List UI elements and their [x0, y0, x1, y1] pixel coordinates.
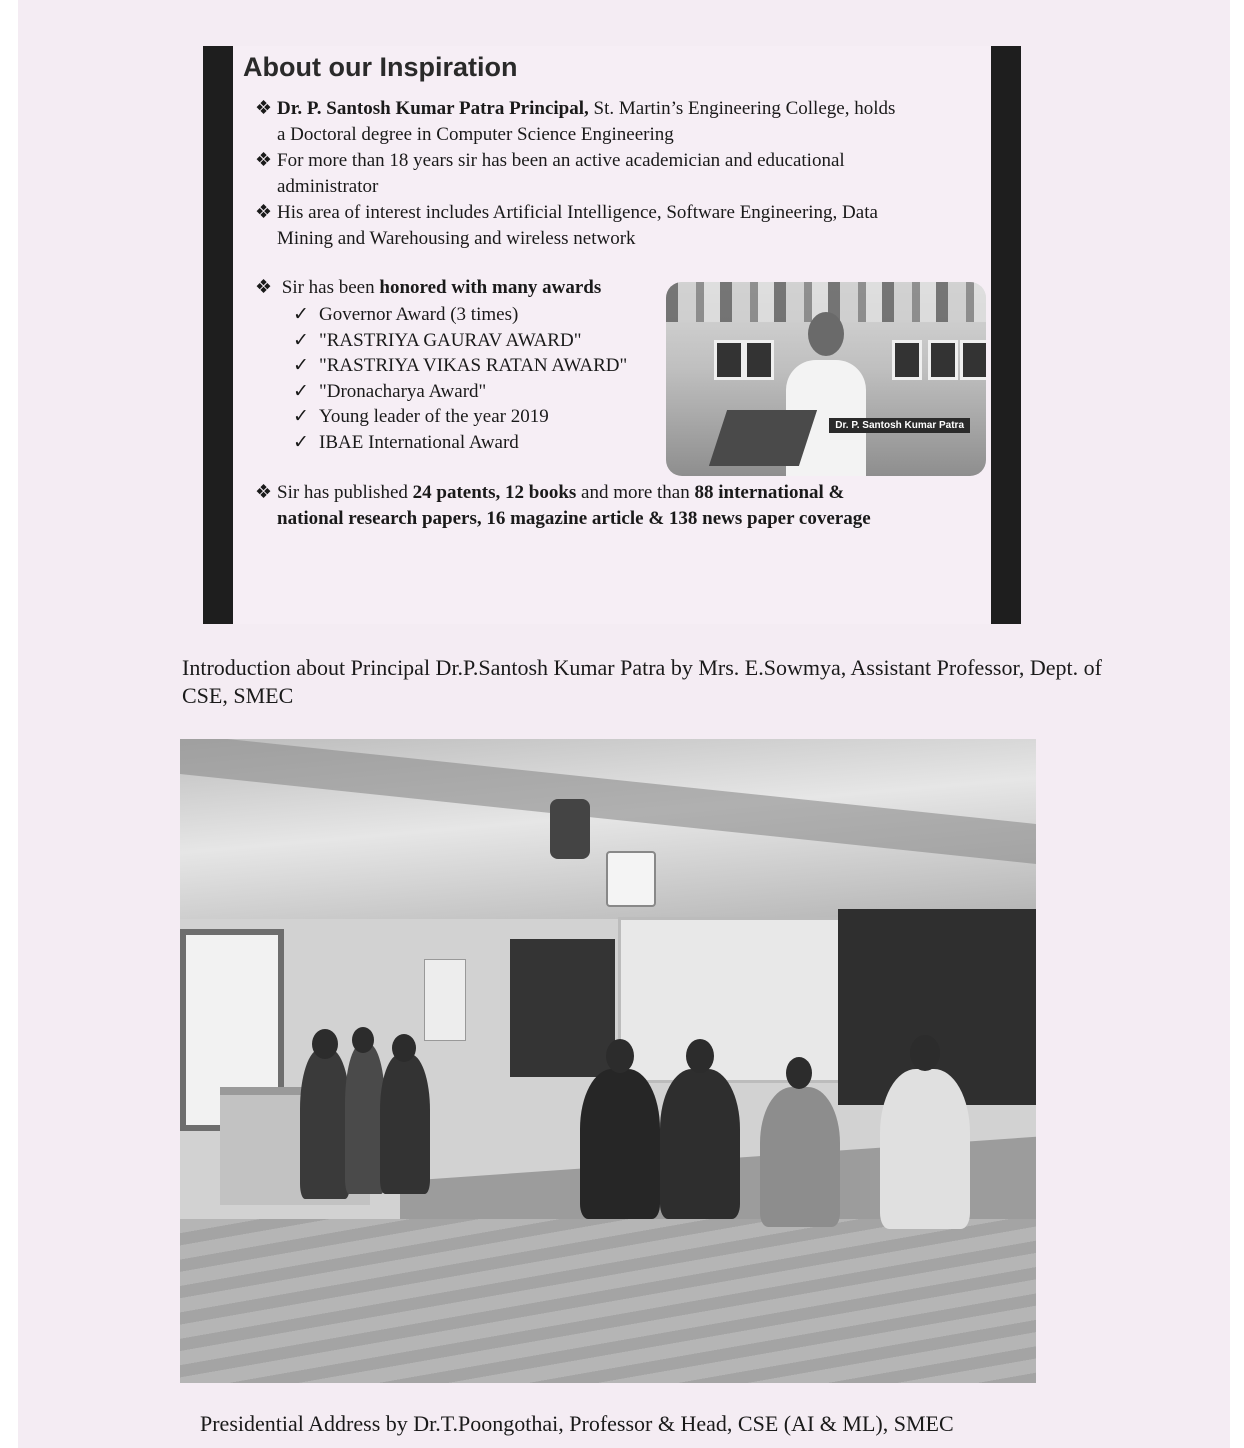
floor-image: [180, 1219, 1036, 1383]
check-icon: ✓: [293, 380, 309, 402]
certificate-frame-image: [960, 340, 986, 380]
bullet-experience: [255, 148, 975, 200]
check-icon: ✓: [293, 304, 309, 325]
check-icon: ✓: [293, 406, 309, 427]
award-label: "Dronacharya Award": [319, 380, 487, 402]
principal-photo: [666, 282, 986, 476]
bullet-bold: Dr. P. Santosh Kumar Patra Principal,: [277, 98, 589, 119]
certificate-frame-image: [744, 340, 774, 380]
inspiration-slide: [203, 46, 1021, 624]
list-item: [293, 379, 627, 405]
awards-list: [293, 302, 627, 455]
bullet-text: For more than 18 years sir has been an active academician and educational: [277, 150, 845, 171]
guest-head: [686, 1039, 714, 1073]
bullet-text: His area of interest includes Artificial Intelligence, Software Engineering, Data: [277, 202, 878, 223]
guest-head: [910, 1035, 940, 1071]
guest-head: [786, 1057, 812, 1089]
bullet-continuation: Mining and Warehousing and wireless network: [277, 228, 636, 249]
college-logo-banner: [606, 851, 656, 907]
certificate-frame-image: [892, 340, 922, 380]
award-label: "RASTRIYA VIKAS RATAN AWARD": [319, 355, 628, 376]
pub-text: and more than: [576, 482, 695, 503]
attendee-head: [352, 1027, 374, 1053]
check-icon: ✓: [293, 329, 309, 351]
diamond-bullet-icon: ❖: [255, 150, 273, 171]
speaker-head: [312, 1029, 338, 1059]
page-left-margin: [0, 0, 18, 1448]
caption-presidential-address: Presidential Address by Dr.T.Poongothai, Professor & Head, CSE (AI & ML), SMEC: [200, 1411, 954, 1436]
slide-title: About our Inspiration: [243, 52, 518, 82]
certificate-frame-image: [714, 340, 744, 380]
awards-intro-plain: Sir has been: [281, 277, 380, 298]
bullet-text: St. Martin’s Engineering College, holds: [588, 98, 896, 119]
bullet-publications: [255, 480, 975, 532]
diamond-bullet-icon: ❖: [255, 482, 273, 503]
diamond-bullet-icon: ❖: [255, 202, 273, 223]
guest-figure: [880, 1069, 970, 1229]
attendee-head: [392, 1034, 416, 1062]
list-item: [293, 430, 627, 456]
check-icon: ✓: [293, 431, 309, 453]
person-head: [808, 312, 844, 356]
certificate-frame-image: [928, 340, 958, 380]
pub-text: Sir has published: [277, 482, 413, 503]
page-right-margin: [1230, 0, 1244, 1448]
event-photo: [180, 739, 1036, 1383]
list-item: [293, 328, 627, 354]
pub-bold: 24 patents, 12 books: [412, 482, 577, 503]
pub-continuation: national research papers, 16 magazine article & 138 news paper coverage: [277, 508, 871, 529]
slide-right-bar: [991, 46, 1021, 624]
caption-introduction: Introduction about Principal Dr.P.Santosh Kumar Patra by Mrs. E.Sowmya, Assistant Professor, Dept. of CSE, SMEC: [182, 655, 1102, 708]
guest-head: [606, 1039, 634, 1073]
photo-name-tag: Dr. P. Santosh Kumar Patra: [829, 418, 970, 433]
attendee-figure: [345, 1044, 385, 1194]
whiteboard: [618, 917, 842, 1083]
speaker-figure: [300, 1049, 350, 1199]
awards-intro-bold: honored with many awards: [379, 277, 602, 298]
blackboard-left: [510, 939, 615, 1077]
pub-bold: 88 international &: [694, 482, 845, 503]
list-item: [293, 302, 627, 328]
guest-figure: [580, 1069, 660, 1219]
guest-figure: [660, 1069, 740, 1219]
diamond-bullet-icon: ❖: [255, 277, 273, 298]
guest-figure: [760, 1087, 840, 1227]
award-label: Governor Award (3 times): [319, 304, 519, 325]
award-label: IBAE International Award: [319, 431, 519, 453]
bullet-interests: [255, 200, 975, 252]
bullet-continuation: a Doctoral degree in Computer Science Engineering: [277, 124, 674, 145]
attendee-figure: [380, 1054, 430, 1194]
slide-left-bar: [203, 46, 233, 624]
check-icon: ✓: [293, 355, 309, 376]
diamond-bullet-icon: ❖: [255, 98, 273, 119]
list-item: [293, 353, 627, 379]
award-label: Young leader of the year 2019: [319, 406, 549, 427]
bullet-principal: [255, 96, 975, 148]
bullet-continuation: administrator: [277, 176, 379, 197]
award-label: "RASTRIYA GAURAV AWARD": [319, 329, 582, 351]
notice-poster: [424, 959, 466, 1041]
list-item: [293, 404, 627, 430]
ceiling-fan-image: [550, 799, 590, 859]
laptop-image: [709, 410, 817, 466]
